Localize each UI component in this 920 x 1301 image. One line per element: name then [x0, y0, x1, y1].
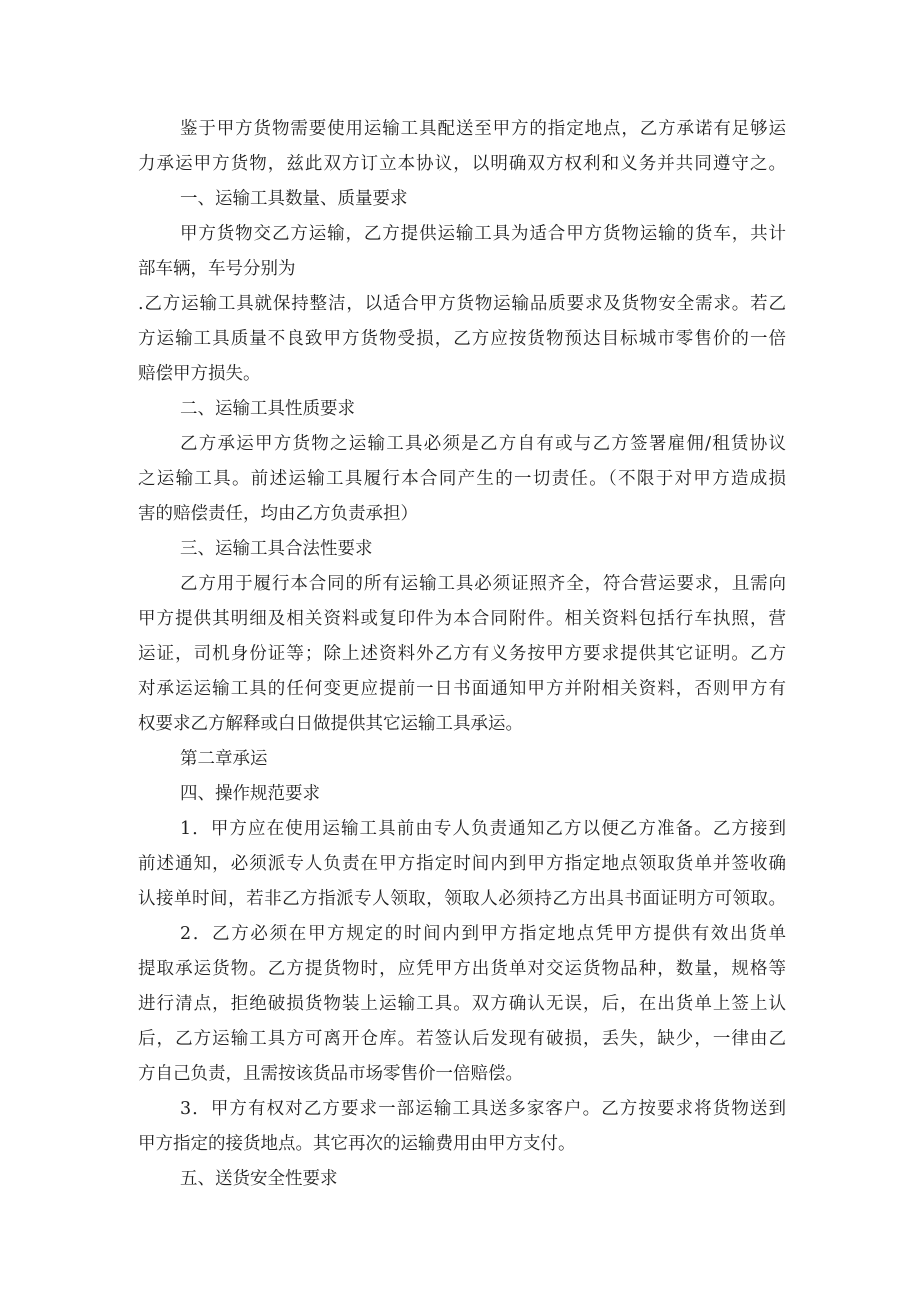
section-heading: 三、运输工具合法性要求	[180, 539, 373, 559]
section-heading: 五、送货安全性要求	[180, 1169, 338, 1189]
text-line: 后，乙方运输工具方可离开仓库。若签认后发现有破损，丢失，缺少，一律由乙	[138, 1029, 786, 1049]
text-line: 1．甲方应在使用运输工具前由专人负责通知乙方以便乙方准备。乙方接到	[180, 819, 786, 839]
text-line: 2．乙方必须在甲方规定的时间内到甲方指定地点凭甲方提供有效出货单	[180, 924, 786, 944]
text-line: 运证，司机身份证等；除上述资料外乙方有义务按甲方要求提供其它证明。乙方	[138, 644, 786, 664]
text-line: 提取承运货物。乙方提货物时，应凭甲方出货单对交运货物品种，数量，规格等	[138, 959, 786, 979]
text-line: 甲方货物交乙方运输，乙方提供运输工具为适合甲方货物运输的货车，共计	[180, 224, 786, 244]
text-line: 权要求乙方解释或白日做提供其它运输工具承运。	[138, 714, 523, 734]
text-line: 甲方指定的接货地点。其它再次的运输费用由甲方支付。	[138, 1134, 576, 1154]
text-line: 3．甲方有权对乙方要求一部运输工具送多家客户。乙方按要求将货物送到	[180, 1099, 786, 1119]
text-line: 部车辆，车号分别为	[138, 259, 296, 279]
text-line: 之运输工具。前述运输工具履行本合同产生的一切责任。（不限于对甲方造成损	[138, 469, 786, 489]
chapter-heading: 第二章承运	[180, 749, 268, 769]
section-heading: 四、操作规范要求	[180, 784, 320, 804]
text-line: .乙方运输工具就保持整洁，以适合甲方货物运输品质要求及货物安全需求。若乙	[138, 294, 786, 314]
text-line: 对承运运输工具的任何变更应提前一日书面通知甲方并附相关资料，否则甲方有	[138, 679, 786, 699]
text-line: 鉴于甲方货物需要使用运输工具配送至甲方的指定地点，乙方承诺有足够运	[180, 119, 786, 139]
text-line: 赔偿甲方损失。	[138, 364, 261, 384]
text-line: 前述通知，必须派专人负责在甲方指定时间内到甲方指定地点领取货单并签收确	[138, 854, 786, 874]
text-line: 认接单时间，若非乙方指派专人领取，领取人必须持乙方出具书面证明方可领取。	[138, 889, 786, 909]
section-heading: 一、运输工具数量、质量要求	[180, 189, 408, 209]
section-heading: 二、运输工具性质要求	[180, 399, 355, 419]
text-line: 乙方承运甲方货物之运输工具必须是乙方自有或与乙方签署雇佣/租赁协议	[180, 434, 786, 454]
text-line: 甲方提供其明细及相关资料或复印件为本合同附件。相关资料包括行车执照，营	[138, 609, 786, 629]
text-line: 进行清点，拒绝破损货物装上运输工具。双方确认无误，后，在出货单上签上认	[138, 994, 786, 1014]
text-line: 乙方用于履行本合同的所有运输工具必须证照齐全，符合营运要求，且需向	[180, 574, 786, 594]
text-line: 方运输工具质量不良致甲方货物受损，乙方应按货物预达目标城市零售价的一倍	[138, 329, 786, 349]
text-line: 害的赔偿责任，均由乙方负责承担）	[138, 504, 418, 524]
text-line: 力承运甲方货物，兹此双方订立本协议，以明确双方权利和义务并共同遵守之。	[138, 154, 786, 174]
text-line: 方自己负责，且需按该货品市场零售价一倍赔偿。	[138, 1064, 523, 1084]
